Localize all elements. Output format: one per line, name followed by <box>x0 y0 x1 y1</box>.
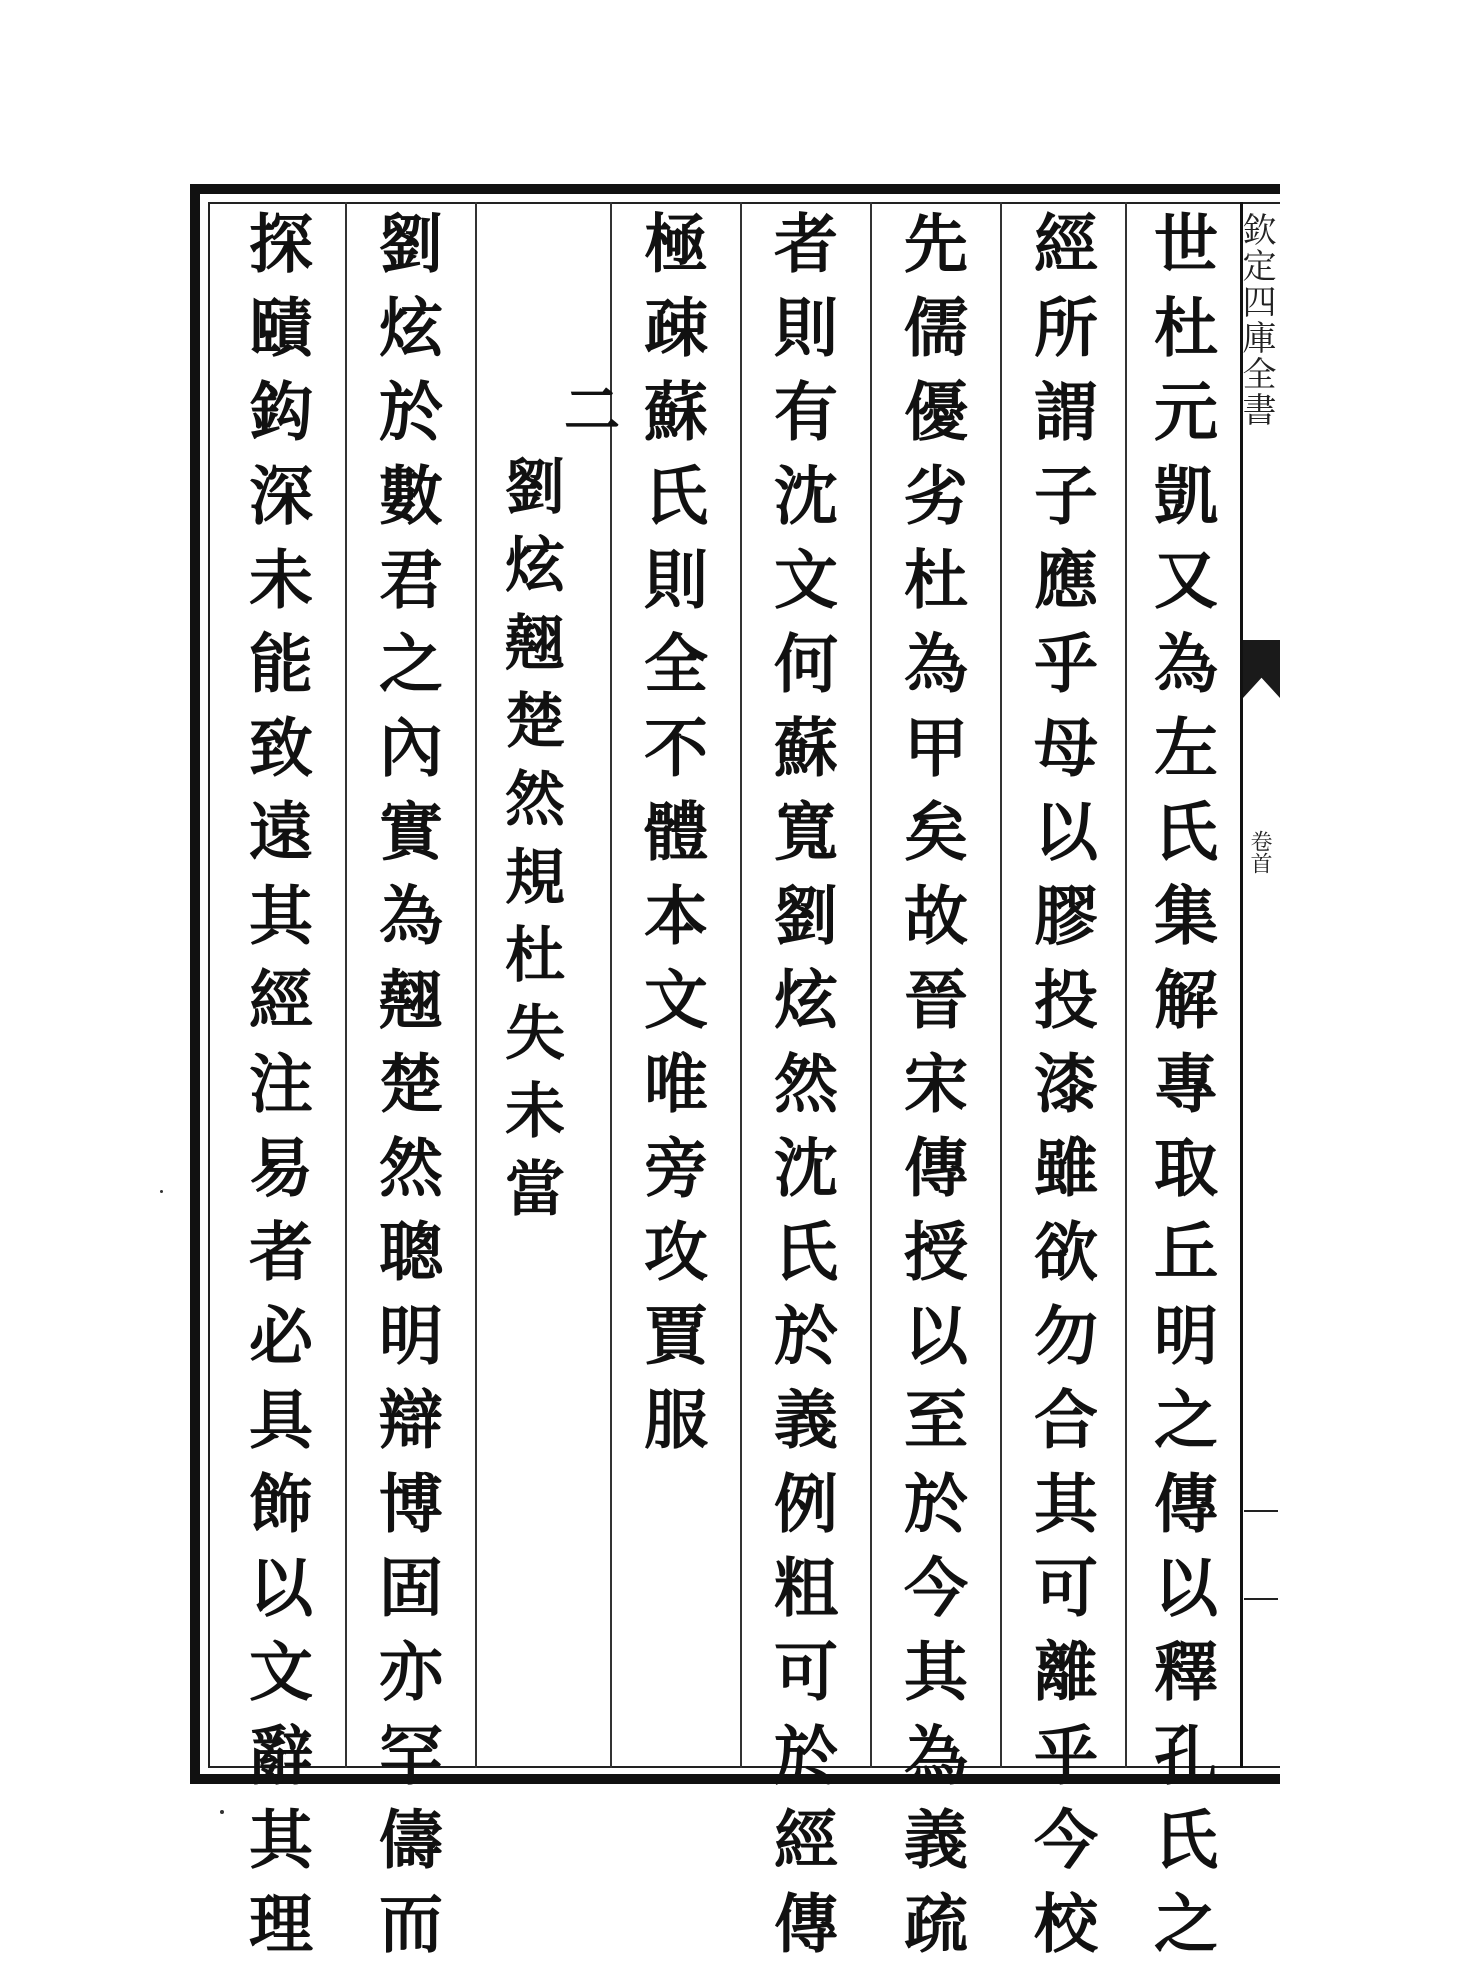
scan-speck <box>220 1810 224 1814</box>
text-column-7: 劉炫於數君之內實為翹楚然聰明辯博固亦罕儔而 <box>368 210 443 1974</box>
column-divider <box>345 202 347 1768</box>
column-divider <box>870 202 872 1768</box>
column-divider <box>1000 202 1002 1768</box>
margin-page-box <box>1244 1510 1278 1600</box>
column-divider <box>740 202 742 1768</box>
entry-number: 二 <box>555 380 621 436</box>
text-column-3: 先儒優劣杜為甲矣故晉宋傳授以至於今其為義疏 <box>893 210 968 1974</box>
column-divider <box>610 202 612 1768</box>
margin-book-title: 欽定四庫全書 <box>1236 212 1276 428</box>
column-divider <box>1125 202 1127 1768</box>
scan-speck <box>160 1190 163 1193</box>
margin-juan-label: 卷首 <box>1247 830 1272 874</box>
text-column-4: 者則有沈文何蘇寬劉炫然沈氏於義例粗可於經傳 <box>763 210 838 1974</box>
text-column-6: 劉炫翹楚然規杜失未當 <box>495 455 565 1235</box>
column-divider <box>475 202 477 1768</box>
text-column-8: 探賾鈎深未能致遠其經注易者必具飾以文辭其理 <box>238 210 313 1974</box>
text-column-1: 世杜元凱又為左氏集解專取丘明之傳以釋孔氏之 <box>1143 210 1218 1974</box>
text-column-2: 經所謂子應乎母以膠投漆雖欲勿合其可離乎今校 <box>1023 210 1098 1974</box>
text-column-5: 極疎蘇氏則全不體本文唯旁攻賈服 <box>633 210 708 1470</box>
